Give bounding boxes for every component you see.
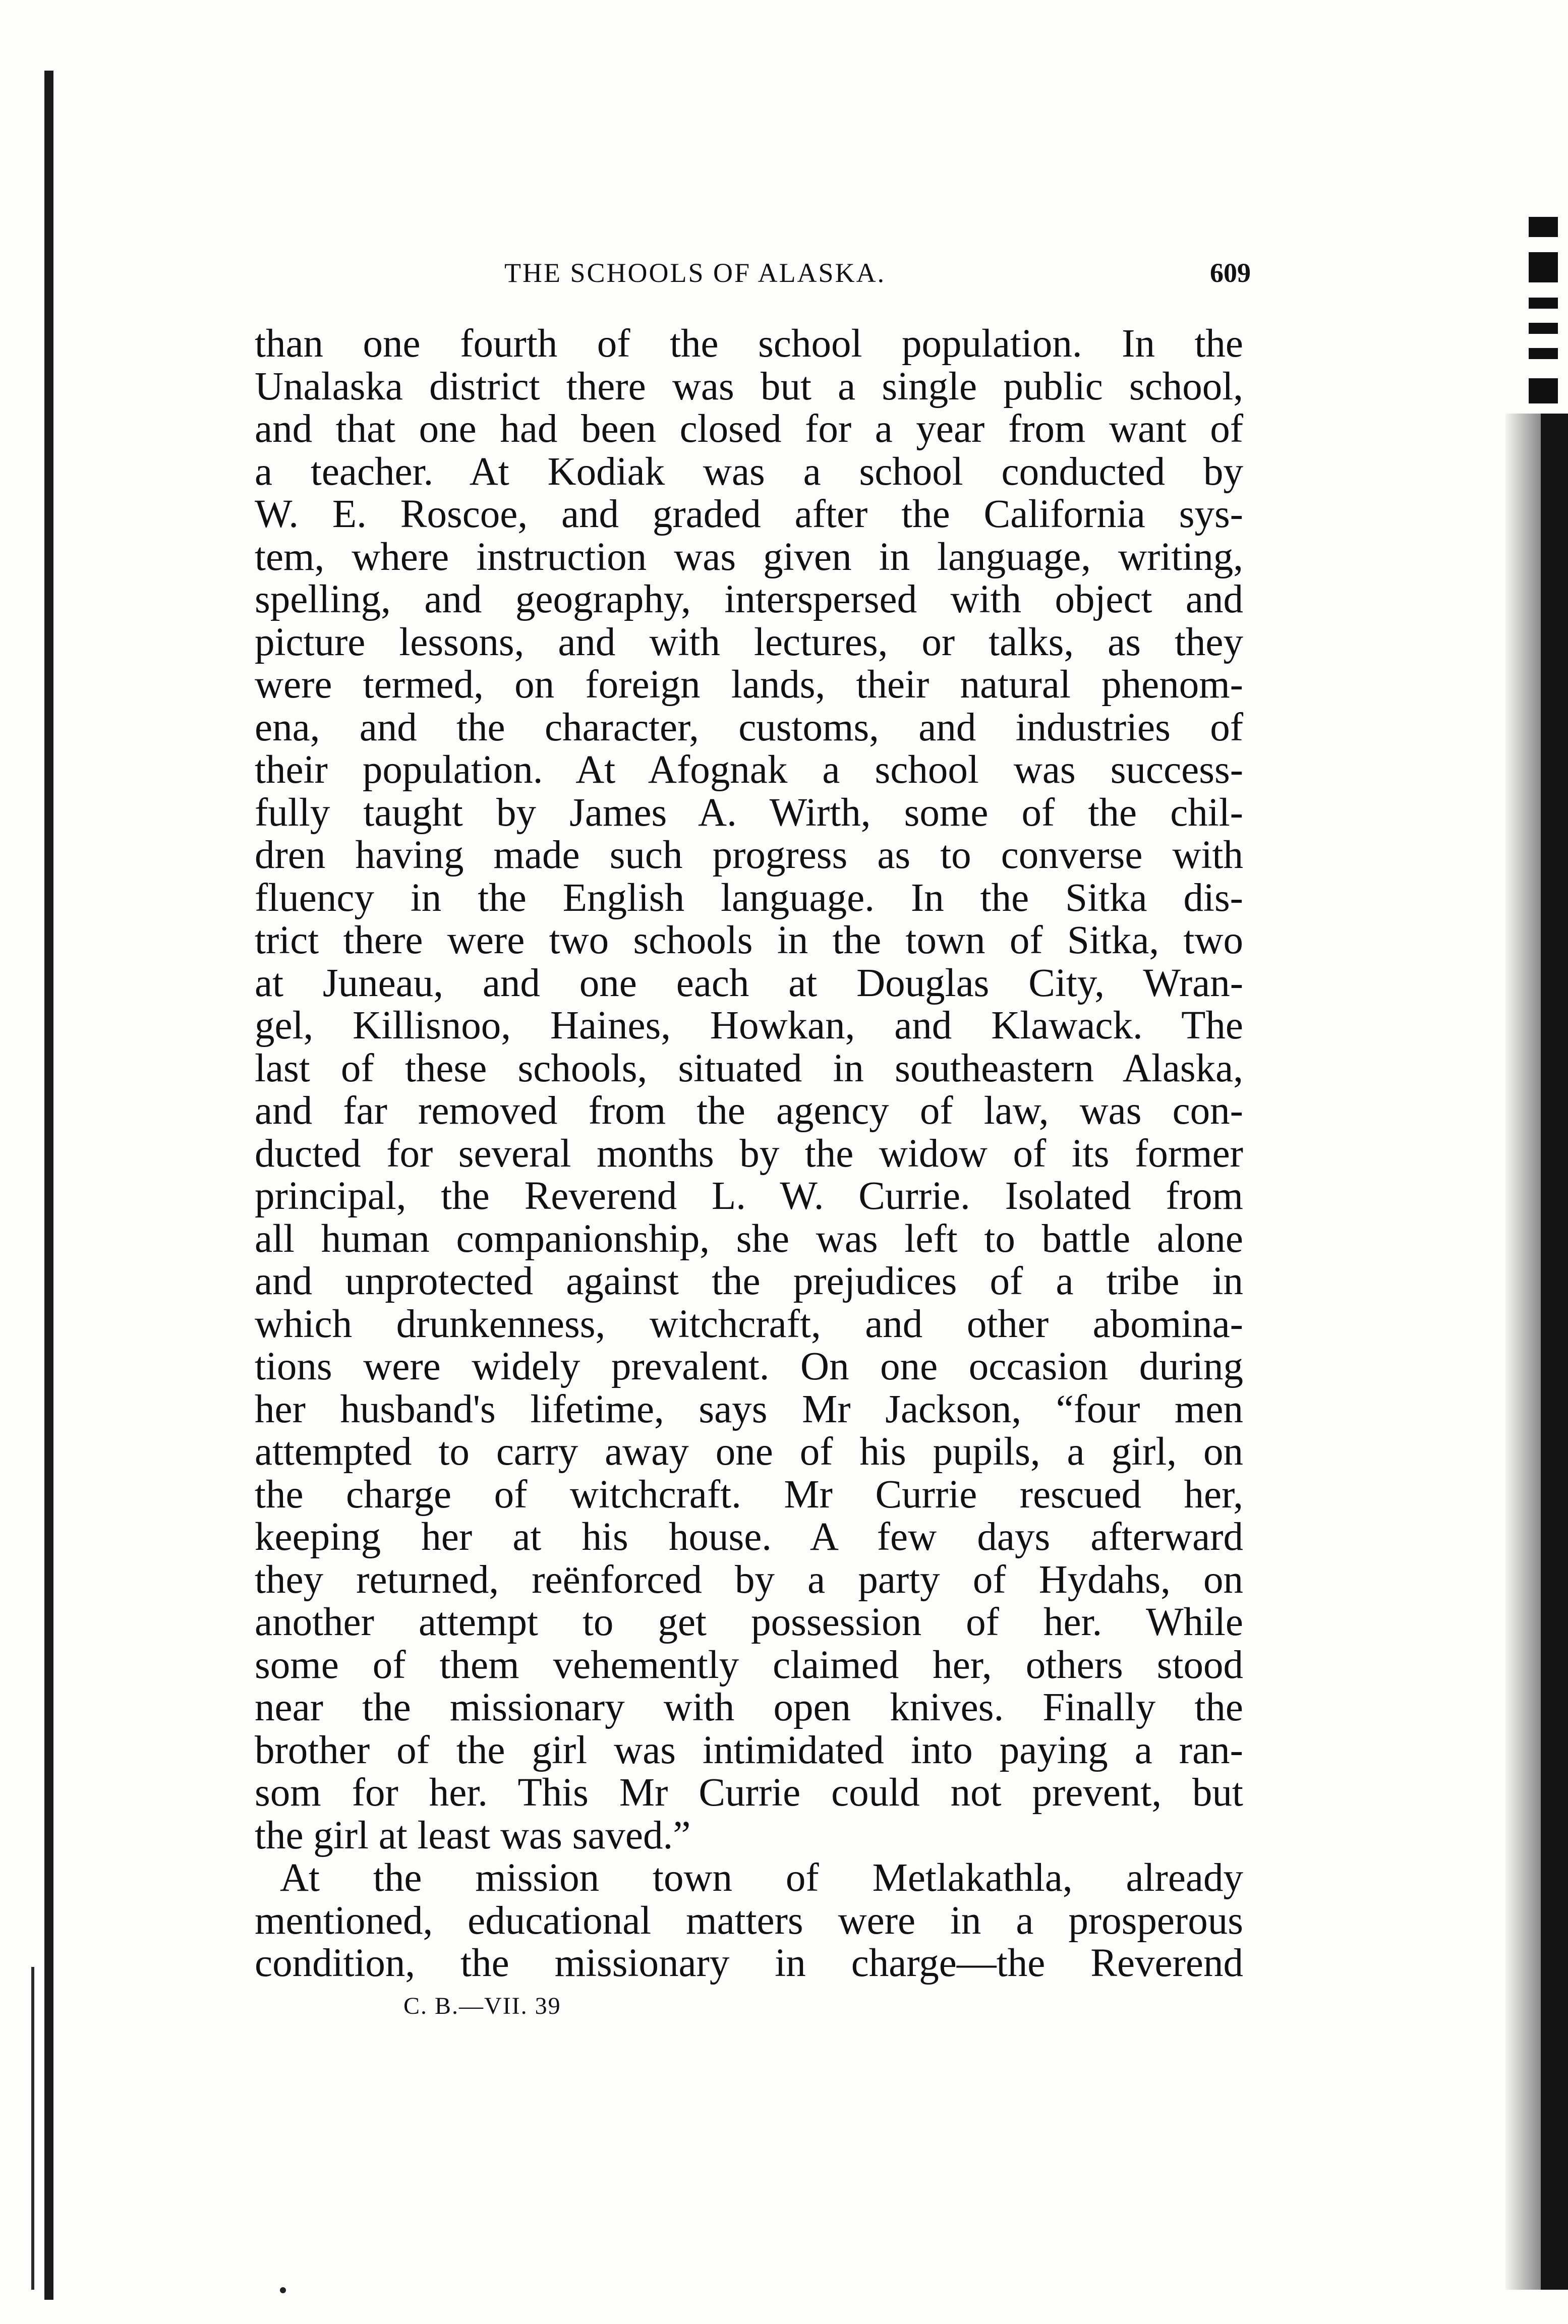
text-line: than one fourth of the school population. In the	[255, 322, 1243, 366]
text-line: spelling, and geography, interspersed with object and	[255, 577, 1243, 621]
gauge-mark	[1529, 323, 1558, 334]
text-line: a teacher. At Kodiak was a school conducted by	[255, 449, 1243, 494]
text-line: principal, the Reverend L. W. Currie. Isolated from	[255, 1174, 1243, 1218]
binding-edge	[44, 71, 53, 2300]
text-line: W. E. Roscoe, and graded after the California sys-	[255, 492, 1243, 536]
gauge-mark	[1529, 217, 1558, 237]
text-line: last of these schools, situated in southeastern Alaska,	[255, 1046, 1243, 1090]
binding-edge-thin	[31, 1967, 34, 2290]
text-line: trict there were two schools in the town of Sitka, two	[255, 918, 1243, 962]
text-line: near the missionary with open knives. Finally the	[255, 1686, 1243, 1729]
gauge-mark	[1529, 298, 1558, 309]
text-line: her husband's lifetime, says Mr Jackson, “four men	[255, 1387, 1243, 1431]
text-line: gel, Killisnoo, Haines, Howkan, and Klawack. The	[255, 1004, 1243, 1048]
text-line: some of them vehemently claimed her, others stood	[255, 1643, 1243, 1687]
text-line: condition, the missionary in charge—the Reverend	[255, 1941, 1243, 1985]
text-line: mentioned, educational matters were in a prosperous	[255, 1898, 1243, 1943]
text-line: the girl at least was saved.”	[255, 1813, 691, 1857]
page-number: 609	[1210, 258, 1251, 288]
text-line: and that one had been closed for a year from want of	[255, 407, 1243, 451]
text-line: dren having made such progress as to converse with	[255, 833, 1243, 877]
text-line: tem, where instruction was given in language, writing,	[255, 535, 1243, 579]
text-line: another attempt to get possession of her. While	[255, 1600, 1243, 1644]
text-line: picture lessons, and with lectures, or talks, as they	[255, 620, 1243, 664]
text-line: ena, and the character, customs, and industries of	[255, 705, 1243, 749]
text-line: fully taught by James A. Wirth, some of the chil-	[255, 790, 1243, 835]
body-text	[255, 323, 1243, 1985]
text-line: were termed, on foreign lands, their natural phenom-	[255, 663, 1243, 707]
text-line: and far removed from the agency of law, was con-	[255, 1089, 1243, 1133]
page-header	[262, 257, 1251, 298]
text-line: and unprotected against the prejudices of a tribe in	[255, 1259, 1243, 1303]
gauge-mark	[1529, 252, 1558, 282]
scan-edge	[1541, 414, 1568, 2290]
text-line: their population. At Afognak a school was success-	[255, 748, 1243, 792]
gauge-mark	[1529, 378, 1558, 403]
text-line: keeping her at his house. A few days afterward	[255, 1515, 1243, 1559]
running-title: THE SCHOOLS OF ALASKA.	[504, 258, 886, 288]
gauge-mark	[1529, 348, 1558, 359]
text-line: fluency in the English language. In the Sitka dis-	[255, 876, 1243, 920]
text-line: which drunkenness, witchcraft, and other abomina-	[255, 1302, 1243, 1346]
text-line: At the mission town of Metlakathla, already	[280, 1856, 1243, 1900]
ink-speck	[280, 2287, 286, 2293]
text-line: the charge of witchcraft. Mr Currie rescued her,	[255, 1472, 1243, 1517]
text-line: all human companionship, she was left to battle alone	[255, 1216, 1243, 1261]
scan-edge-shadow	[1505, 414, 1541, 2290]
text-line: ducted for several months by the widow of its former	[255, 1131, 1243, 1176]
text-line: they returned, reënforced by a party of Hydahs, on	[255, 1557, 1243, 1602]
text-line: at Juneau, and one each at Douglas City, Wran-	[255, 961, 1243, 1005]
text-line: Unalaska district there was but a single public school,	[255, 364, 1243, 409]
text-line: tions were widely prevalent. On one occasion during	[255, 1345, 1243, 1388]
printer-signature: C. B.—VII. 39	[403, 1993, 561, 2019]
text-line: attempted to carry away one of his pupils, a girl, on	[255, 1430, 1243, 1474]
text-line: brother of the girl was intimidated into paying a ran-	[255, 1728, 1243, 1772]
text-line: som for her. This Mr Currie could not prevent, but	[255, 1771, 1243, 1815]
